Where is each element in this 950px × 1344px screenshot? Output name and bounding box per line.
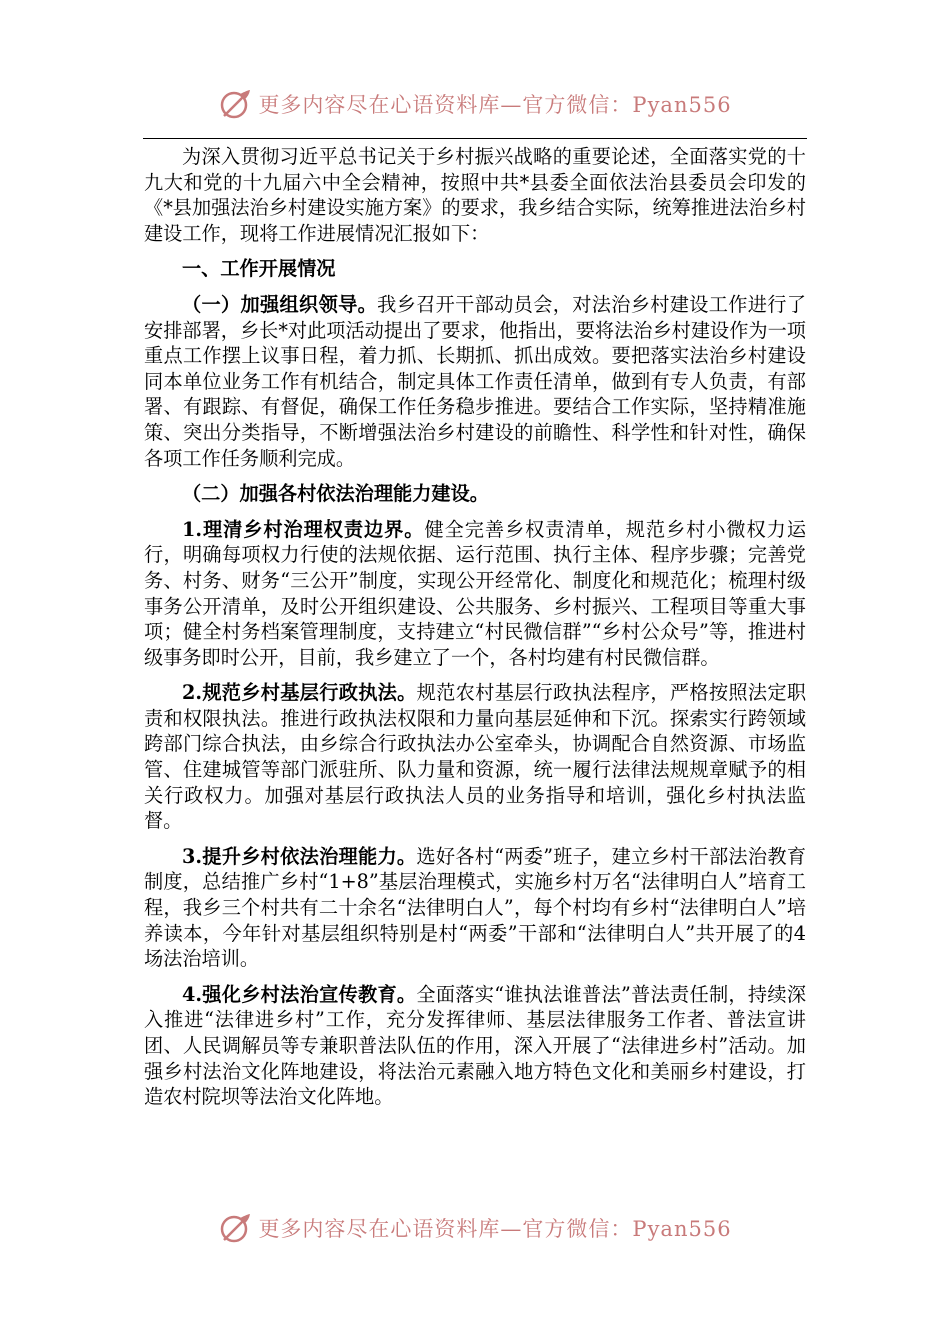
part1-lead: （一）加强组织领导。	[182, 292, 378, 316]
item-lead: 4.强化乡村法治宣传教育。	[182, 982, 417, 1006]
item-body: 选好各村“两委”班子，建立乡村干部法治教育制度，总结推广乡村“1+8”基层治理模式，实施乡村万名“法律明白人”培育工程，我乡三个村共有二十余名“法律明白人”，每个村均有乡村“法律明白人”培养读本，今年针对基层组织特别是村“两委”干部和“法律明白人”共开展了的4场法治培训。	[144, 844, 807, 971]
item-lead: 3.提升乡村依法治理能力。	[182, 844, 417, 868]
item-body: 健全完善乡权责清单，规范乡村小微权力运行，明确每项权力行使的法规依据、运行范围、执行主体、程序步骤；完善党务、村务、财务“三公开”制度，实现公开经常化、制度化和规范化；梳理村级事务公开清单，及时公开组织建设、公共服务、乡村振兴、工程项目等重大事项；健全村务档案管理制度，支持建立“村民微信群”“乡村公众号”等，推进村级事务即时公开，目前，我乡建立了一个，各村均建有村民微信群。	[144, 517, 807, 669]
item-body: 规范农村基层行政执法程序，严格按照法定职责和权限执法。推进行政执法权限和力量向基层延伸和下沉。探索实行跨领域跨部门综合执法，由乡综合行政执法办公室牵头，协调配合自然资源、市场监管、住建城管等部门派驻所、队力量和资源，统一履行法律法规规章赋予的相关行政权力。加强对基层行政执法人员的业务指导和培训，强化乡村执法监督。	[144, 681, 807, 833]
section-heading: 一、工作开展情况	[182, 257, 336, 281]
item-paragraph	[144, 844, 806, 972]
part1-paragraph	[144, 292, 806, 471]
quill-logo-icon	[218, 1210, 254, 1246]
document-body	[144, 144, 806, 1120]
header-watermark-banner	[0, 82, 950, 126]
item-paragraph	[144, 517, 806, 671]
item-paragraph	[144, 680, 806, 834]
watermark-text: 更多内容尽在心语资料库—官方微信：Pyan556	[258, 93, 732, 117]
item-paragraph	[144, 982, 806, 1110]
part1-body: 我乡召开干部动员会，对法治乡村建设工作进行了安排部署，乡长*对此项活动提出了要求，他指出，要将法治乡村建设作为一项重点工作摆上议事日程，着力抓、长期抓、抓出成效。要把落实法治乡村建设同本单位业务工作有机结合，制定具体工作责任清单，做到有专人负责，有部署、有跟踪、有督促，确保工作任务稳步推进。要结合工作实际，坚持精准施策、突出分类指导，不断增强法治乡村建设的前瞻性、科学性和针对性，确保各项工作任务顺利完成。	[144, 292, 807, 470]
quill-logo-icon	[218, 86, 254, 122]
item-lead: 2.规范乡村基层行政执法。	[182, 681, 417, 705]
part2-heading: （二）加强各村依法治理能力建设。	[182, 482, 489, 506]
intro-paragraph: 为深入贯彻习近平总书记关于乡村振兴战略的重要论述，全面落实党的十九大和党的十九届六中全会精神，按照中共*县委全面依法治县委员会印发的《*县加强法治乡村建设实施方案》的要求，我乡结合实际，统筹推进法治乡村建设工作，现将工作进展情况汇报如下：	[144, 145, 806, 245]
footer-watermark-banner	[0, 1206, 950, 1250]
item-lead: 1.理清乡村治理权责边界。	[182, 517, 425, 541]
item-body: 全面落实“谁执法谁普法”普法责任制，持续深入推进“法律进乡村”工作，充分发挥律师、基层法律服务工作者、普法宣讲团、人民调解员等专兼职普法队伍的作用，深入开展了“法律进乡村”活动。加强乡村法治文化阵地建设，将法治元素融入地方特色文化和美丽乡村建设，打造农村院坝等法治文化阵地。	[144, 982, 807, 1109]
watermark-text: 更多内容尽在心语资料库—官方微信：Pyan556	[258, 1217, 732, 1241]
header-rule	[143, 138, 807, 139]
